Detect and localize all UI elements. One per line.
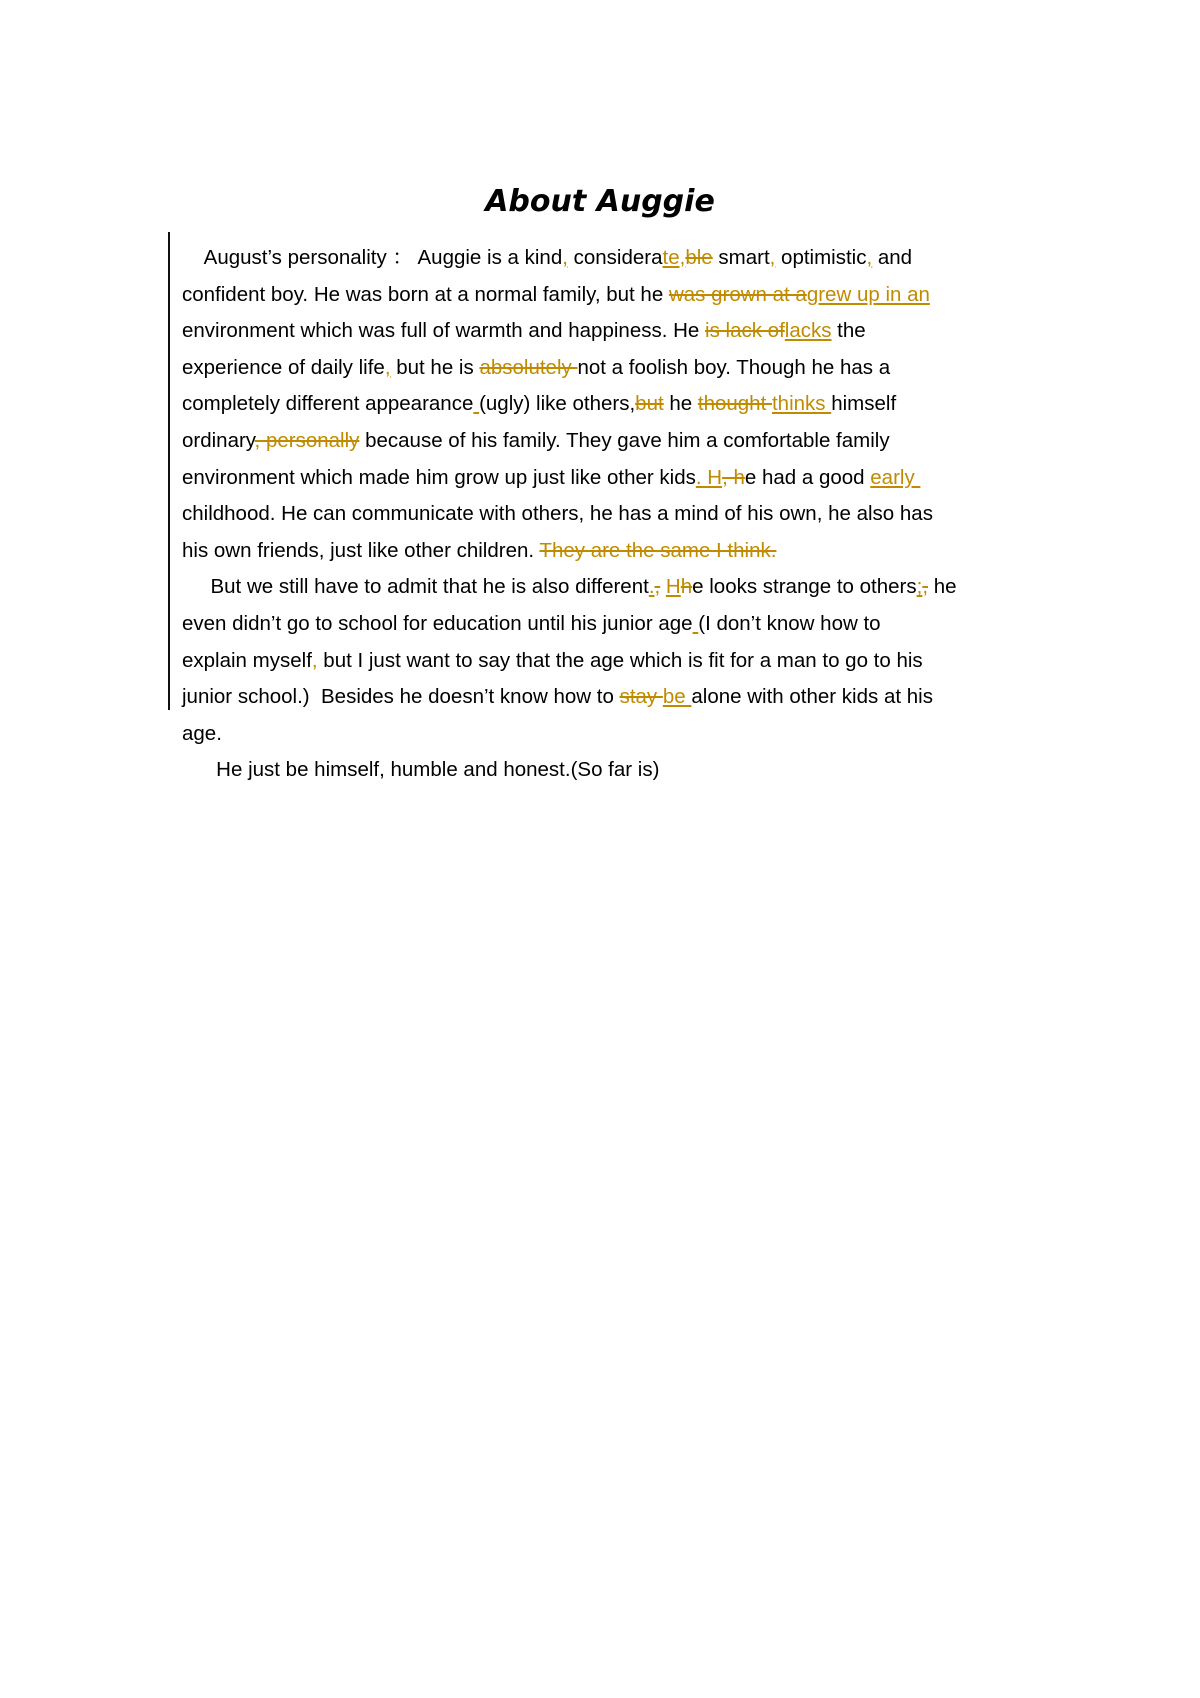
text-line <box>182 752 1042 789</box>
tracked-insertion: , <box>769 246 776 269</box>
text-line <box>182 716 1042 753</box>
revision-change-bar <box>168 232 170 710</box>
tracked-deletion: h <box>680 575 693 599</box>
tracked-insertion: H <box>665 575 681 599</box>
tracked-deletion: was grown at a <box>668 282 807 306</box>
text-run: confident boy. He was born at a normal family, but he <box>182 282 669 306</box>
text-run: his own friends, just like other children. <box>182 538 540 562</box>
tracked-deletion: ble <box>685 246 713 269</box>
text-run: environment which was full of warmth and happiness. He <box>182 319 706 343</box>
tracked-deletion: thought <box>697 392 772 416</box>
text-run: even didn’t go to school for education until his junior age <box>182 611 693 635</box>
text-line <box>182 496 1042 533</box>
tracked-deletion: , h <box>722 465 745 489</box>
text-line <box>182 643 1042 680</box>
text-run: completely different appearance <box>182 392 474 416</box>
text-run: (I don’t know how to <box>698 611 881 635</box>
text-line <box>182 386 1042 423</box>
text-run: junior school.) Besides he doesn’t know how to <box>182 685 620 709</box>
tracked-insertion: thinks <box>771 392 832 416</box>
text-run: age. <box>182 721 222 745</box>
tracked-insertion: , <box>562 246 568 269</box>
text-run: himself <box>831 392 897 416</box>
text-run: e looks strange to others <box>692 575 917 599</box>
text-run: environment which made him grow up just like other kids <box>182 465 696 489</box>
text-line <box>182 240 1042 277</box>
text-run: e had a good <box>744 465 871 489</box>
text-run: he <box>928 575 957 599</box>
tracked-insertion: be <box>662 685 692 709</box>
text-run: he <box>663 392 698 416</box>
text-run: (ugly) like others, <box>479 392 636 416</box>
tracked-deletion: absolutely <box>479 355 578 379</box>
text-run: because of his family. They gave him a comfortable family <box>359 428 890 452</box>
text-run: childhood. He can communicate with others, he has a mind of his own, he also has <box>182 502 933 526</box>
document-title: About Auggie <box>485 184 715 219</box>
tracked-insertion: lacks <box>784 319 832 343</box>
text-line <box>182 350 1042 387</box>
text-run: smart <box>712 246 770 269</box>
tracked-insertion: te, <box>662 246 686 269</box>
text-run: optimistic <box>775 246 867 269</box>
text-run: ordinary <box>182 428 255 452</box>
tracked-deletion: , personally <box>254 428 360 452</box>
tracked-deletion: is lack of <box>705 319 785 343</box>
text-line <box>182 423 1042 460</box>
text-line <box>182 460 1042 497</box>
tracked-deletion: They are the same I think. <box>539 538 777 562</box>
text-run: not a foolish boy. Though he has a <box>577 355 891 379</box>
text-run: the <box>831 319 866 343</box>
tracked-insertion: grew up in an <box>806 282 930 306</box>
text-run: but he is <box>390 355 480 379</box>
text-line <box>182 313 1042 350</box>
text-run: alone with other kids at his <box>691 685 933 709</box>
tracked-insertion: . <box>648 575 655 599</box>
tracked-deletion: , <box>654 575 661 599</box>
text-line <box>182 679 1042 716</box>
text-run: and <box>872 246 913 269</box>
text-run: August’s personality ： Auggie is a kind <box>182 246 563 269</box>
tracked-deletion: , <box>922 575 929 599</box>
text-run: He just be himself, humble and honest.(So far is) <box>182 758 660 782</box>
tracked-insertion: , <box>866 246 873 269</box>
text-run: But we still have to admit that he is also different <box>182 575 649 599</box>
text-run: considera <box>567 246 663 269</box>
text-line <box>182 606 1042 643</box>
text-run: experience of daily life <box>182 355 385 379</box>
text-line <box>182 569 1042 606</box>
text-line <box>182 277 1042 314</box>
text-run: but I just want to say that the age which is fit for a man to go to his <box>317 648 923 672</box>
tracked-insertion: , <box>311 648 318 672</box>
tracked-insertion: . H <box>695 465 723 489</box>
text-line <box>182 533 1042 570</box>
tracked-deletion: stay <box>619 685 663 709</box>
tracked-insertion: early <box>870 465 921 489</box>
document-body <box>182 240 1042 789</box>
tracked-insertion: , <box>384 355 391 379</box>
text-run: explain myself <box>182 648 312 672</box>
tracked-insertion: ; <box>916 575 923 599</box>
tracked-deletion: but <box>635 392 664 416</box>
